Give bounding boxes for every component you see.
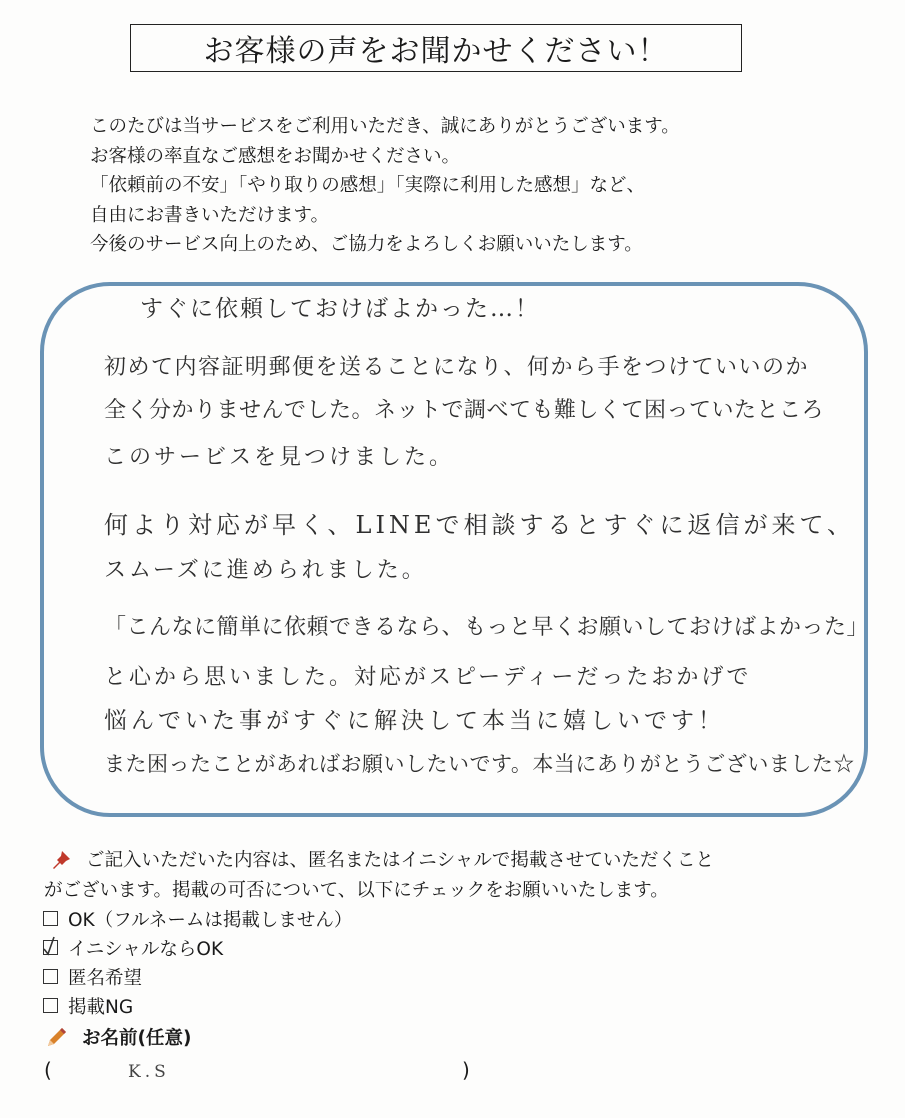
name-paren-close: ) bbox=[462, 1058, 470, 1082]
intro-text bbox=[90, 112, 680, 260]
notice-line: がございます。掲載の可否について、以下にチェックをお願いいたします。 bbox=[44, 880, 669, 901]
option-anonymous[interactable] bbox=[40, 962, 352, 991]
option-label: 掲載NG bbox=[68, 996, 134, 1018]
handwritten-line: また困ったことがあればお願いしたいです。本当にありがとうございました☆ bbox=[104, 752, 855, 776]
pencil-icon bbox=[44, 1024, 70, 1050]
option-ok-fullname[interactable] bbox=[40, 904, 352, 933]
handwritten-line: スムーズに進められました。 bbox=[104, 558, 427, 583]
handwritten-line: と心から思いました。対応がスピーディーだったおかげで bbox=[104, 665, 752, 690]
option-label: 匿名希望 bbox=[68, 967, 143, 989]
publication-notice bbox=[44, 846, 714, 906]
intro-line: 自由にお書きいただけます。 bbox=[90, 204, 330, 226]
intro-line: お客様の率直なご感想をお聞かせください。 bbox=[90, 145, 461, 167]
handwritten-line: このサービスを見つけました。 bbox=[104, 445, 455, 470]
option-label: OK（フルネームは掲載しません） bbox=[68, 909, 353, 931]
option-label: イニシャルならOK bbox=[68, 938, 224, 960]
handwritten-line: 何より対応が早く、LINEで相談するとすぐに返信が来て、 bbox=[104, 511, 855, 539]
publication-options bbox=[40, 904, 352, 1020]
intro-line: このたびは当サービスをご利用いただき、誠にありがとうございます。 bbox=[90, 116, 680, 137]
intro-line: 今後のサービス向上のため、ご協力をよろしくお願いいたします。 bbox=[90, 234, 643, 255]
handwritten-line: 初めて内容証明郵便を送ることになり、何から手をつけていいのか bbox=[104, 355, 810, 380]
handwritten-line: すぐに依頼しておけばよかった…！ bbox=[140, 296, 540, 322]
checkbox[interactable] bbox=[43, 969, 58, 984]
intro-line: 「依頼前の不安」「やり取りの感想」「実際に利用した感想」など、 bbox=[90, 175, 646, 196]
name-input[interactable]: K.S bbox=[128, 1062, 170, 1082]
checkbox[interactable] bbox=[43, 911, 58, 926]
form-title: お客様の声をお聞かせください！ bbox=[130, 24, 742, 72]
handwritten-line: 「こんなに簡単に依頼できるなら、もっと早くお願いしておけばよかった」 bbox=[104, 615, 870, 640]
name-label: お名前(任意) bbox=[82, 1028, 192, 1049]
handwritten-line: 悩んでいた事がすぐに解決して本当に嬉しいです！ bbox=[104, 708, 725, 734]
option-publication-ng[interactable] bbox=[40, 991, 352, 1020]
handwritten-line: 全く分かりませんでした。ネットで調べても難しくて困っていたところ bbox=[104, 398, 825, 423]
option-initials-ok[interactable] bbox=[40, 933, 352, 962]
checkbox-checked[interactable] bbox=[43, 940, 58, 955]
check-mark-icon bbox=[38, 927, 68, 957]
name-paren-open: ( bbox=[44, 1058, 52, 1082]
checkbox[interactable] bbox=[43, 998, 58, 1013]
name-row bbox=[44, 1024, 191, 1050]
notice-line: ご記入いただいた内容は、匿名またはイニシャルで掲載させていただくこと bbox=[86, 850, 714, 871]
